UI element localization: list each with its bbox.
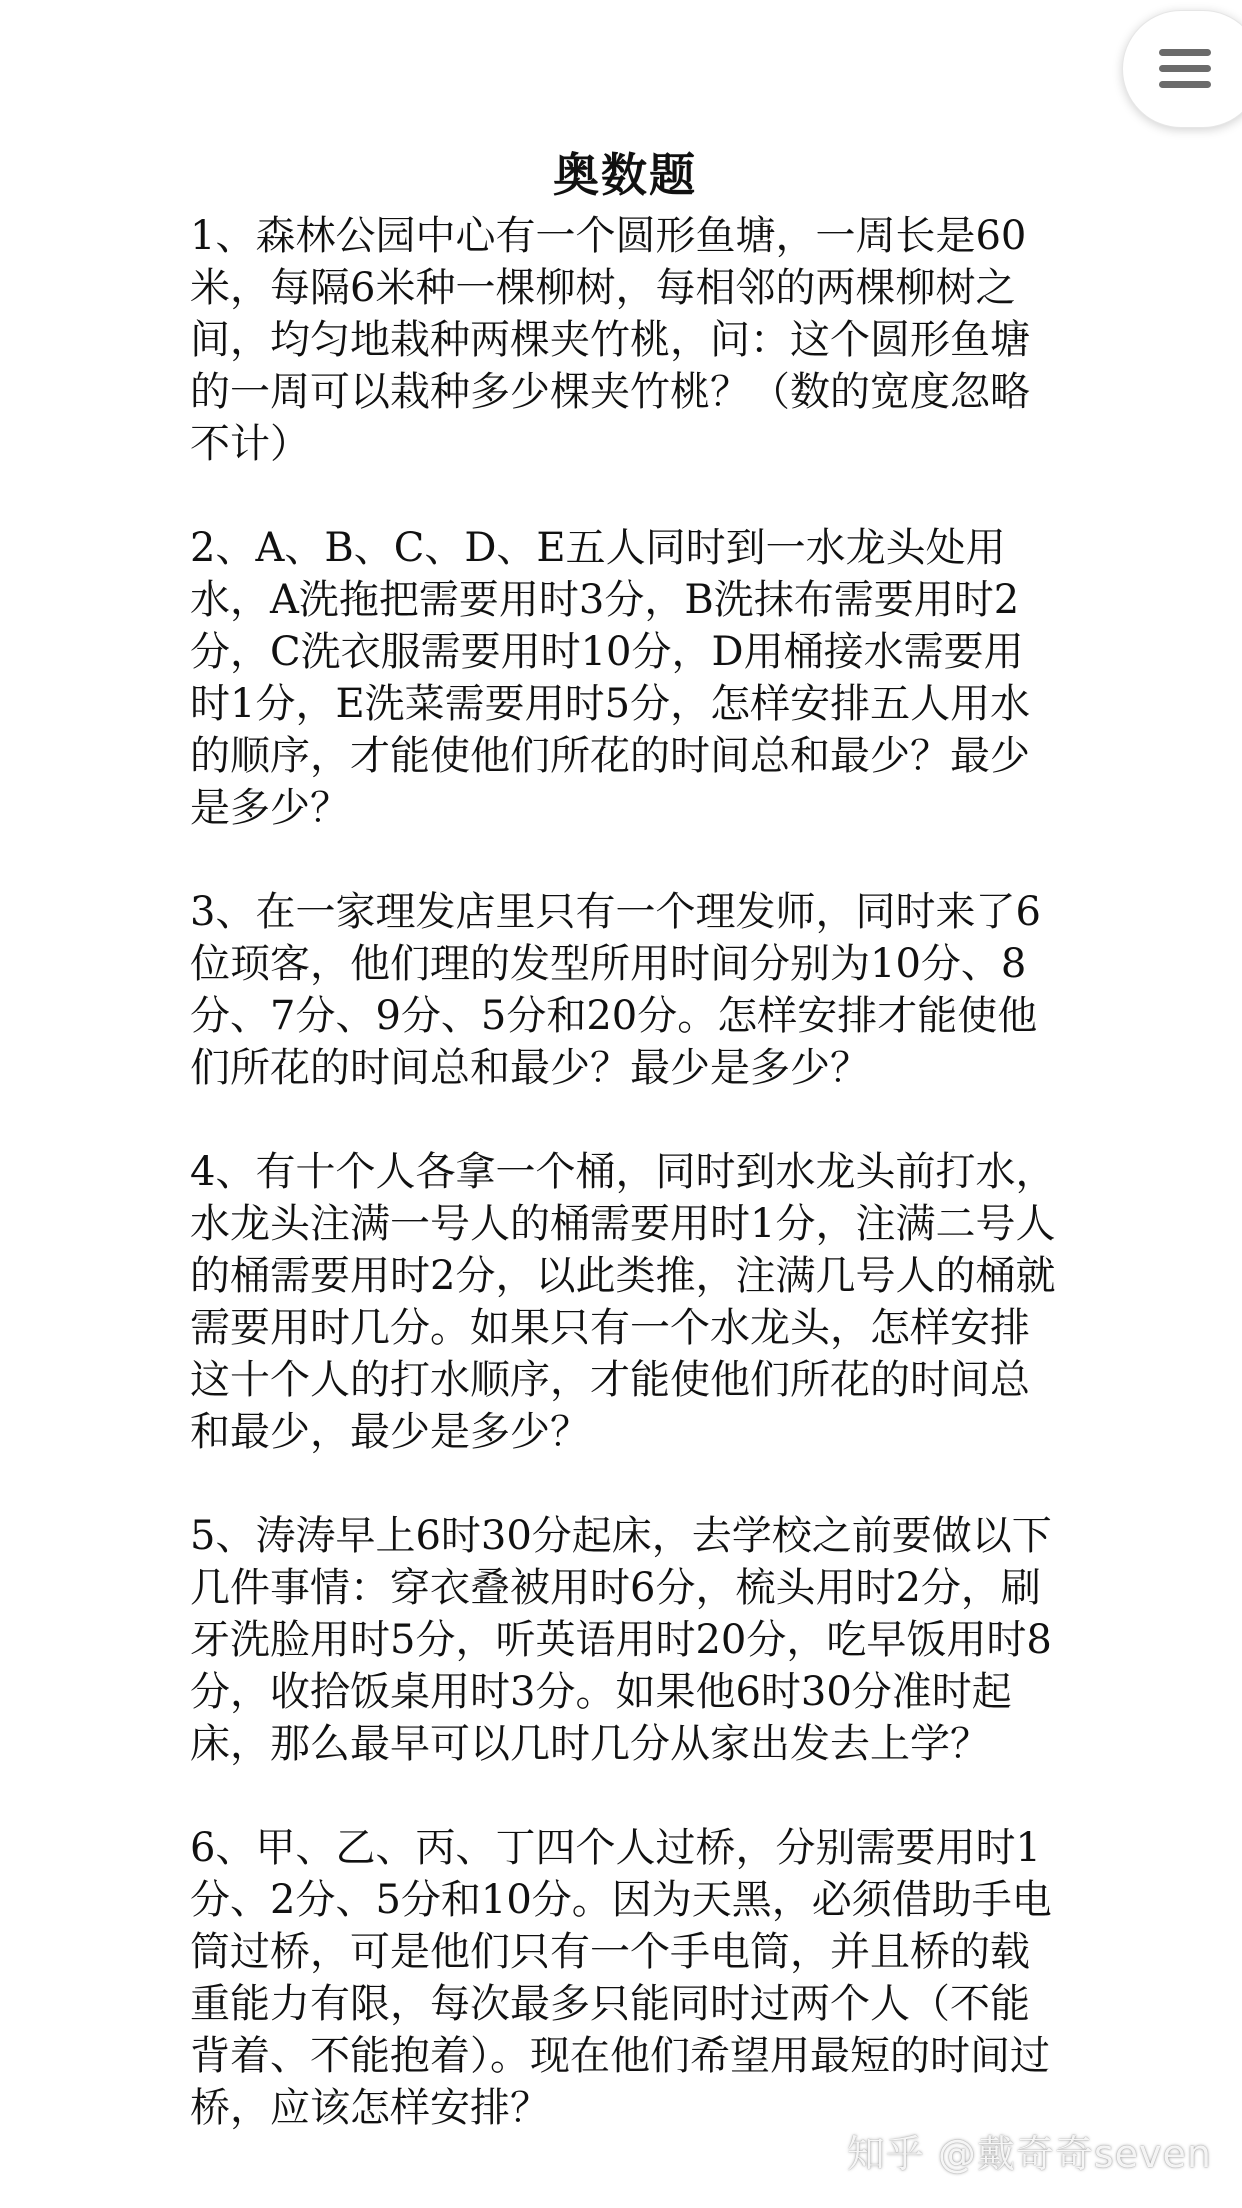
question-6: 6、甲、乙、丙、丁四个人过桥，分别需要用时1分、2分、5分和10分。因为天黑，必须借助手电筒过桥，可是他们只有一个手电筒，并且桥的载重能力有限，每次最多只能同时过两个人（不能背着、不能抱着）。现在他们希望用最短的时间过桥，应该怎样安排？ (190, 1825, 1052, 2131)
hamburger-menu-icon (1159, 49, 1211, 89)
menu-button[interactable] (1122, 10, 1242, 128)
question-3: 3、在一家理发店里只有一个理发师，同时来了6位顼客，他们理的发型所用时间分别为10分、8分、7分、9分、5分和20分。怎样安排才能使他们所花的时间总和最少？最少是多少？ (190, 889, 1041, 1091)
question-2: 2、A、B、C、D、E五人同时到一水龙头处用水，A洗拖把需要用时3分，B洗抹布需要用时2分，C洗衣服需要用时10分，D用桶接水需要用时1分，E洗菜需要用时5分，怎样安排五人用水的顺序，才能使他们所花的时间总和最少？最少是多少？ (190, 525, 1031, 831)
page-title: 奥数题 (553, 148, 697, 202)
question-1: 1、森林公园中心有一个圆形鱼塘，一周长是60米，每隔6米种一棵柳树，每相邻的两棵柳树之间，均匀地栽种两棵夹竹桃，问：这个圆形鱼塘的一周可以栽种多少棵夹竹桃？（数的宽度忽略不计） (190, 213, 1030, 467)
watermark: 知乎 @戴奇奇seven (846, 2132, 1212, 2176)
document (190, 140, 1060, 2134)
question-4: 4、有十个人各拿一个桶，同时到水龙头前打水，水龙头注满一号人的桶需要用时1分，注满二号人的桶需要用时2分，以此类推，注满几号人的桶就需要用时几分。如果只有一个水龙头，怎样安排这十个人的打水顺序，才能使他们所花的时间总和最少，最少是多少？ (190, 1149, 1056, 1455)
question-5: 5、涛涛早上6时30分起床，去学校之前要做以下几件事情：穿衣叠被用时6分，梳头用时2分，刷牙洗脸用时5分，听英语用时20分，吃早饭用时8分，收拾饭桌用时3分。如果他6时30分准时起床，那么最早可以几时几分从家出发去上学？ (190, 1513, 1052, 1767)
